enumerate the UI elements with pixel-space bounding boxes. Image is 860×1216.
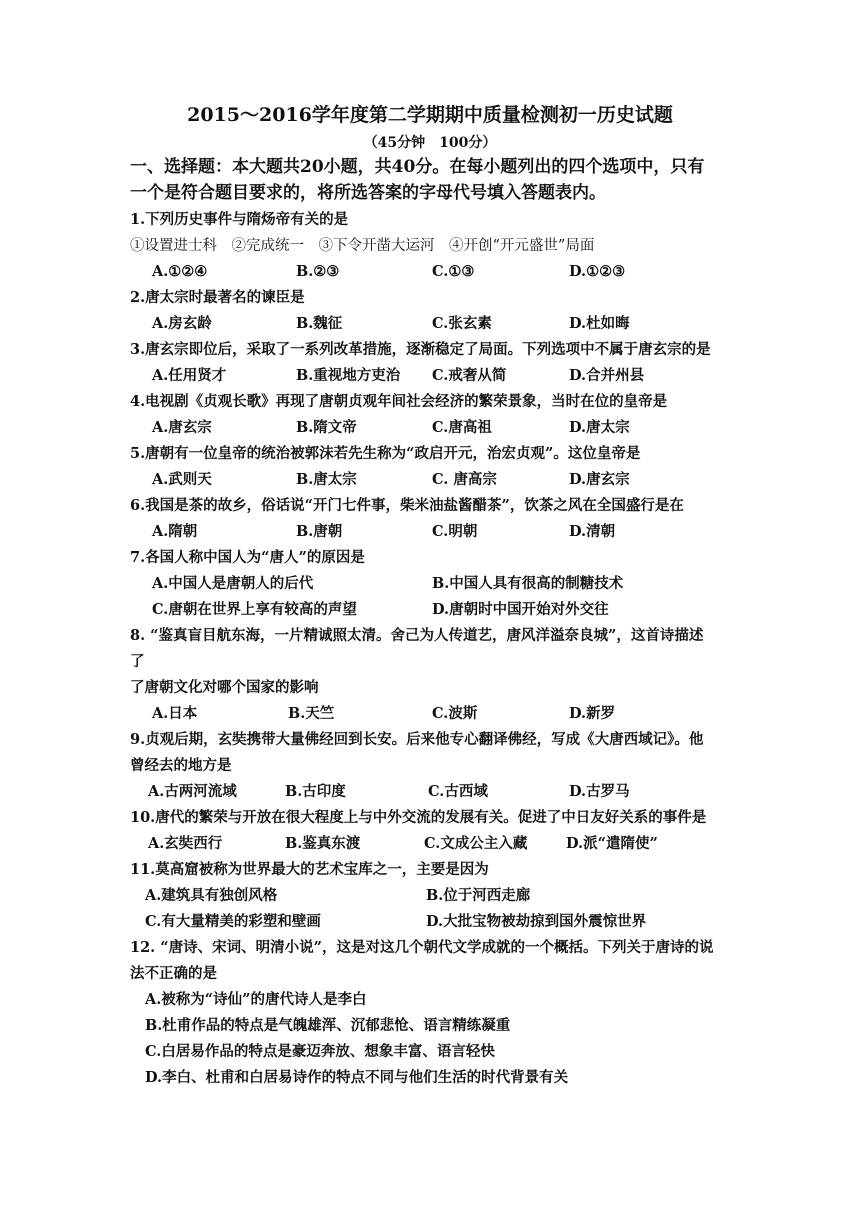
question-8-stem-line-2: 了 bbox=[130, 653, 145, 670]
question-7-option-d: D.唐朝时中国开始对外交往 bbox=[432, 601, 609, 618]
question-10-option-b: B.鉴真东渡 bbox=[285, 835, 361, 852]
question-1-stem: 1.下列历史事件与隋炀帝有关的是 bbox=[130, 211, 349, 228]
question-4-option-c: C.唐高祖 bbox=[432, 419, 492, 436]
question-1-option-a: A.①②④ bbox=[152, 263, 208, 280]
question-7-option-a: A.中国人是唐朝人的后代 bbox=[152, 575, 314, 592]
question-4-option-b: B.隋文帝 bbox=[296, 419, 357, 436]
page-subtitle: （45分钟 100分） bbox=[363, 135, 497, 151]
question-11-option-d: D.大批宝物被劫掠到国外震惊世界 bbox=[426, 913, 647, 930]
question-2-option-b: B.魏征 bbox=[296, 315, 343, 332]
question-1-option-c: C.①③ bbox=[432, 263, 475, 280]
question-7-option-b: B.中国人具有很高的制糖技术 bbox=[432, 575, 624, 592]
question-10-stem: 10.唐代的繁荣与开放在很大程度上与中外交流的发展有关。促进了中日友好关系的事件是 bbox=[130, 809, 707, 826]
question-8-option-b: B.天竺 bbox=[288, 705, 335, 722]
question-8-option-c: C.波斯 bbox=[432, 705, 478, 722]
section-line-2: 一个是符合题目要求的，将所选答案的字母代号填入答题表内。 bbox=[130, 183, 606, 203]
question-9-option-c: C.古西域 bbox=[428, 783, 488, 800]
question-1-option-d: D.①②③ bbox=[569, 263, 626, 280]
page-title: 2015～2016学年度第二学期期中质量检测初一历史试题 bbox=[187, 104, 673, 126]
question-10-option-d: D.派“遣隋使” bbox=[566, 835, 658, 852]
question-10-option-a: A.玄奘西行 bbox=[148, 835, 223, 852]
question-4-option-a: A.唐玄宗 bbox=[152, 419, 212, 436]
question-2-option-c: C.张玄素 bbox=[432, 315, 492, 332]
question-1-option-b: B.②③ bbox=[296, 263, 340, 280]
question-11-option-c: C.有大量精美的彩塑和壁画 bbox=[145, 913, 321, 930]
question-6-stem: 6.我国是茶的故乡，俗话说“开门七件事，柴米油盐酱醋茶”，饮茶之风在全国盛行是在 bbox=[130, 497, 684, 514]
section-line-1: 一、选择题：本大题共20小题，共40分。在每小题列出的四个选项中，只有 bbox=[130, 157, 705, 177]
question-7-option-c: C.唐朝在世界上享有较高的声望 bbox=[152, 601, 357, 618]
question-3-option-c: C.戒奢从简 bbox=[432, 367, 507, 384]
question-10-option-c: C.文成公主入藏 bbox=[424, 835, 528, 852]
question-11-option-b: B.位于河西走廊 bbox=[426, 887, 531, 904]
section-heading bbox=[130, 154, 740, 206]
question-8-stem-line-1: 8. “鉴真盲目航东海，一片精诚照太清。舍己为人传道艺，唐风洋溢奈良城”，这首诗描述 bbox=[130, 627, 704, 644]
question-12-stem-line-2: 法不正确的是 bbox=[130, 965, 217, 982]
question-5-stem: 5.唐朝有一位皇帝的统治被郭沫若先生称为“政启开元，治宏贞观”。这位皇帝是 bbox=[130, 445, 641, 462]
question-8-option-a: A.日本 bbox=[152, 705, 198, 722]
question-6-option-a: A.隋朝 bbox=[152, 523, 198, 540]
question-1-items: ①设置进士科 ②完成统一 ③下令开凿大运河 ④开创“开元盛世”局面 bbox=[130, 238, 595, 254]
question-7-stem: 7.各国人称中国人为“唐人”的原因是 bbox=[130, 549, 365, 566]
question-4-option-d: D.唐太宗 bbox=[569, 419, 630, 436]
question-12-option-d: D.李白、杜甫和白居易诗作的特点不同与他们生活的时代背景有关 bbox=[145, 1069, 569, 1086]
question-5-option-b: B.唐太宗 bbox=[296, 471, 357, 488]
question-5-option-a: A.武则天 bbox=[152, 471, 212, 488]
question-2-stem: 2.唐太宗时最著名的谏臣是 bbox=[130, 289, 305, 306]
question-2-option-d: D.杜如晦 bbox=[569, 315, 630, 332]
question-3-option-b: B.重视地方吏治 bbox=[296, 367, 401, 384]
question-12-stem-line-1: 12. “唐诗、宋词、明清小说”，这是对这几个朝代文学成就的一个概括。下列关于唐诗的说 bbox=[130, 939, 714, 956]
question-9-option-b: B.古印度 bbox=[285, 783, 346, 800]
question-8-stem-line-3: 了唐朝文化对哪个国家的影响 bbox=[130, 679, 319, 696]
question-6-option-c: C.明朝 bbox=[432, 523, 478, 540]
question-4-stem: 4.电视剧《贞观长歌》再现了唐朝贞观年间社会经济的繁荣景象，当时在位的皇帝是 bbox=[130, 393, 668, 410]
question-6-option-d: D.清朝 bbox=[569, 523, 616, 540]
question-12-option-c: C.白居易作品的特点是豪迈奔放、想象丰富、语言轻快 bbox=[145, 1043, 495, 1060]
question-3-option-a: A.任用贤才 bbox=[152, 367, 227, 384]
question-11-stem: 11.莫高窟被称为世界最大的艺术宝库之一，主要是因为 bbox=[130, 861, 489, 878]
question-11-option-a: A.建筑具有独创风格 bbox=[145, 887, 278, 904]
question-2-option-a: A.房玄龄 bbox=[152, 315, 212, 332]
question-9-option-d: D.古罗马 bbox=[569, 783, 630, 800]
question-5-option-d: D.唐玄宗 bbox=[569, 471, 630, 488]
question-9-option-a: A.古两河流域 bbox=[148, 783, 237, 800]
question-9-stem-line-1: 9.贞观后期，玄奘携带大量佛经回到长安。后来他专心翻译佛经，写成《大唐西域记》。他 bbox=[130, 731, 704, 748]
question-3-option-d: D.合并州县 bbox=[569, 367, 645, 384]
question-5-option-c: C. 唐高宗 bbox=[432, 471, 497, 488]
question-8-option-d: D.新罗 bbox=[569, 705, 616, 722]
question-12-option-a: A.被称为“诗仙”的唐代诗人是李白 bbox=[145, 991, 367, 1008]
question-9-stem-line-2: 曾经去的地方是 bbox=[130, 757, 232, 774]
question-12-option-b: B.杜甫作品的特点是气魄雄浑、沉郁悲怆、语言精练凝重 bbox=[145, 1017, 511, 1034]
question-3-stem: 3.唐玄宗即位后，采取了一系列改革措施，逐渐稳定了局面。下列选项中不属于唐玄宗的是 bbox=[130, 341, 711, 358]
question-6-option-b: B.唐朝 bbox=[296, 523, 343, 540]
